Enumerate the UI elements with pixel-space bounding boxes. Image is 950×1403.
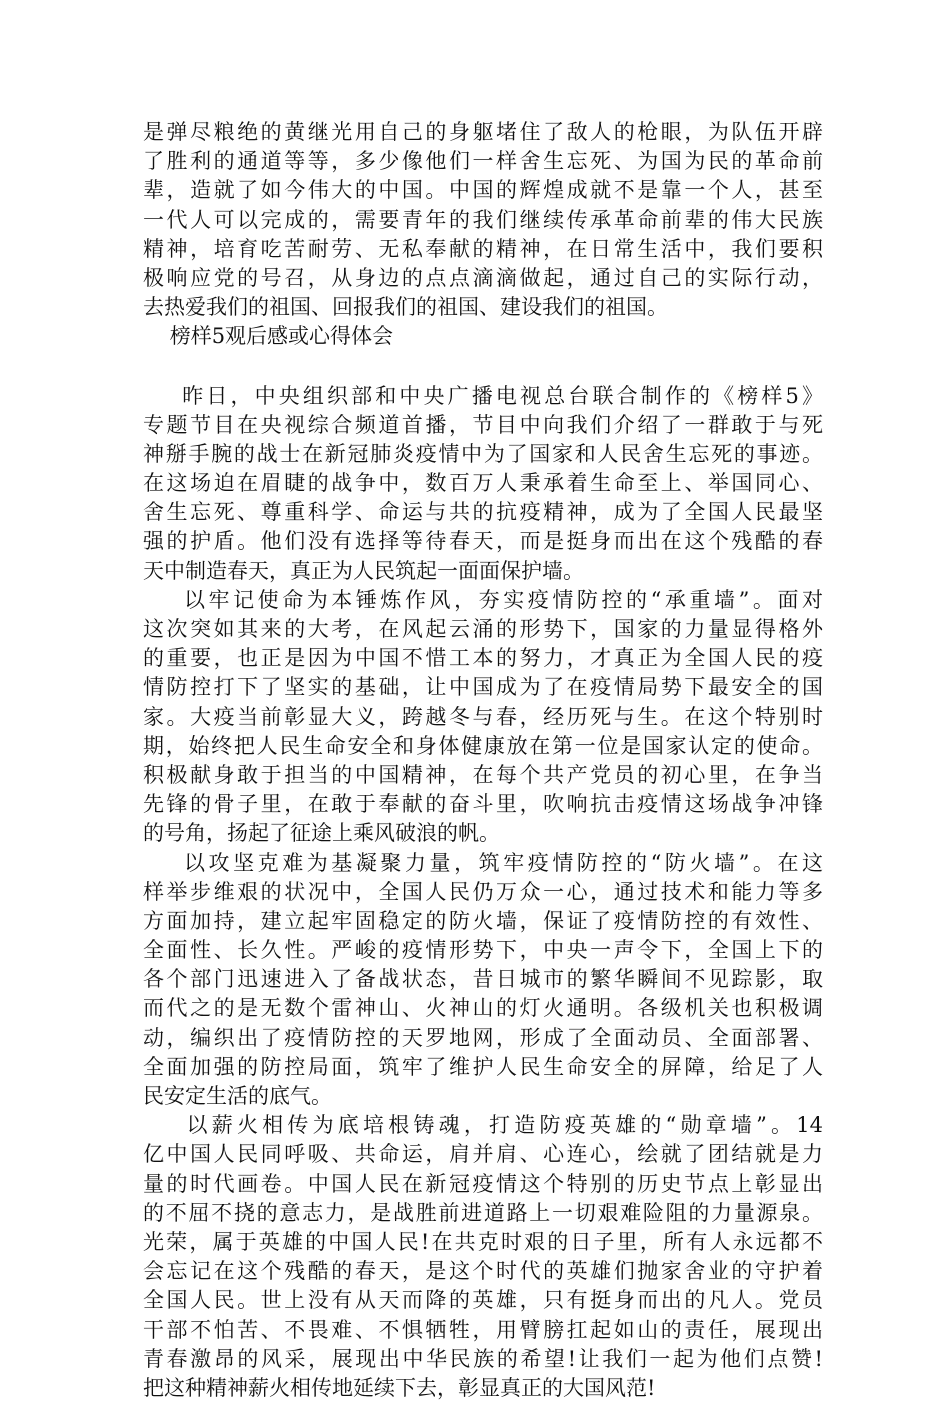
text-line: 全面性、长久性。严峻的疫情形势下，中央一声令下，全国上下的 [143,938,823,963]
text-line: 天中制造春天，真正为人民筑起一面面保护墙。 [143,558,584,583]
text-line: 而代之的是无数个雷神山、火神山的灯火通明。各级机关也积极调 [143,996,823,1021]
paragraph-medal-wall [143,1111,823,1403]
text-line: 全国人民。世上没有从天而降的英雄，只有挺身而出的凡人。党员 [143,1288,823,1313]
section-heading: 榜样5观后感或心得体会 [143,324,394,349]
text-line: 的不屈不挠的意志力，是战胜前进道路上一切艰难险阻的力量源泉。 [143,1200,823,1225]
text-line: 样举步维艰的状况中，全国人民仍万众一心，通过技术和能力等多 [143,879,823,904]
text-line: 了胜利的通道等等，多少像他们一样舍生忘死、为国为民的革命前 [143,149,823,174]
text-line: 情防控打下了坚实的基础，让中国成为了在疫情局势下最安全的国 [143,675,823,700]
paragraph-firewall [143,849,823,1112]
text-line: 期，始终把人民生命安全和身体健康放在第一位是国家认定的使命。 [143,733,823,758]
text-line: 干部不怕苦、不畏难、不惧牺牲，用臂膀扛起如山的责任，展现出 [143,1317,823,1342]
text-line: 是弹尽粮绝的黄继光用自己的身躯堵住了敌人的枪眼，为队伍开辟 [143,120,823,144]
blank-line [143,352,823,382]
text-line: 专题节目在央视综合频道首播，节目中向我们介绍了一群敢于与死 [143,412,823,437]
text-line: 这次突如其来的大考，在风起云涌的形势下，国家的力量显得格外 [143,617,823,641]
text-line: 精神，培育吃苦耐劳、无私奉献的精神，在日常生活中，我们要积 [143,236,823,261]
text-line: 量的时代画卷。中国人民在新冠疫情这个特别的历史节点上彰显出 [143,1171,823,1196]
text-line: 强的护盾。他们没有选择等待春天，而是挺身而出在这个残酷的春 [143,529,823,554]
text-line: 以薪火相传为底培根铸魂，打造防疫英雄的“勋章墙”。14 [143,1113,823,1138]
text-line: 先锋的骨子里，在敢于奉献的奋斗里，吹响抗击疫情这场战争冲锋 [143,792,823,817]
text-line: 以牢记使命为本锤炼作风，夯实疫情防控的“承重墙”。面对 [143,587,823,612]
text-line: 神掰手腕的战士在新冠肺炎疫情中为了国家和人民舍生忘死的事迹。 [143,441,823,466]
text-line: 亿中国人民同呼吸、共命运，肩并肩、心连心，绘就了团结就是力 [143,1142,823,1167]
text-line: 积极献身敢于担当的中国精神，在每个共产党员的初心里，在争当 [143,762,823,787]
text-line: 会忘记在这个残酷的春天，是这个时代的英雄们抛家舍业的守护着 [143,1259,823,1284]
text-line: 青春激昂的风采，展现出中华民族的希望!让我们一起为他们点赞! [143,1346,823,1371]
document-page [143,118,823,1403]
text-line: 一代人可以完成的，需要青年的我们继续传承革命前辈的伟大民族 [143,207,823,232]
text-line: 民安定生活的底气。 [143,1084,332,1108]
text-line: 昨日，中央组织部和中央广播电视总台联合制作的《榜样5》 [143,383,823,408]
text-line: 动，编织出了疫情防控的天罗地网，形成了全面动员、全面部署、 [143,1025,823,1050]
text-line: 的重要，也正是因为中国不惜工本的努力，才真正为全国人民的疫 [143,646,823,671]
text-line: 的号角，扬起了征途上乘风破浪的帆。 [143,821,500,846]
text-line: 方面加持，建立起牢固稳定的防火墙，保证了疫情防控的有效性、 [143,908,823,933]
text-line: 各个部门迅速进入了备战状态，昔日城市的繁华瞬间不见踪影，取 [143,967,823,992]
text-line: 家。大疫当前彰显大义，跨越冬与春，经历死与生。在这个特别时 [143,704,823,729]
text-line: 把这种精神薪火相传地延续下去，彰显真正的大国风范! [143,1375,656,1400]
text-line: 极响应党的号召，从身边的点点滴滴做起，通过自己的实际行动， [143,265,823,290]
text-line: 舍生忘死、尊重科学、命运与共的抗疫精神，成为了全国人民最坚 [143,500,823,525]
paragraph-load-bearing-wall [143,586,823,849]
text-line: 全面加强的防控局面，筑牢了维护人民生命安全的屏障，给足了人 [143,1054,823,1079]
text-line: 辈，造就了如今伟大的中国。中国的辉煌成就不是靠一个人，甚至 [143,178,823,203]
paragraph-intro [143,382,823,586]
text-line: 以攻坚克难为基凝聚力量，筑牢疫情防控的“防火墙”。在这 [143,850,823,875]
continuation-paragraph [143,118,823,322]
text-line: 光荣，属于英雄的中国人民!在共克时艰的日子里，所有人永远都不 [143,1229,823,1254]
text-line: 在这场迫在眉睫的战争中，数百万人秉承着生命至上、举国同心、 [143,471,823,496]
text-line: 去热爱我们的祖国、回报我们的祖国、建设我们的祖国。 [143,295,668,320]
